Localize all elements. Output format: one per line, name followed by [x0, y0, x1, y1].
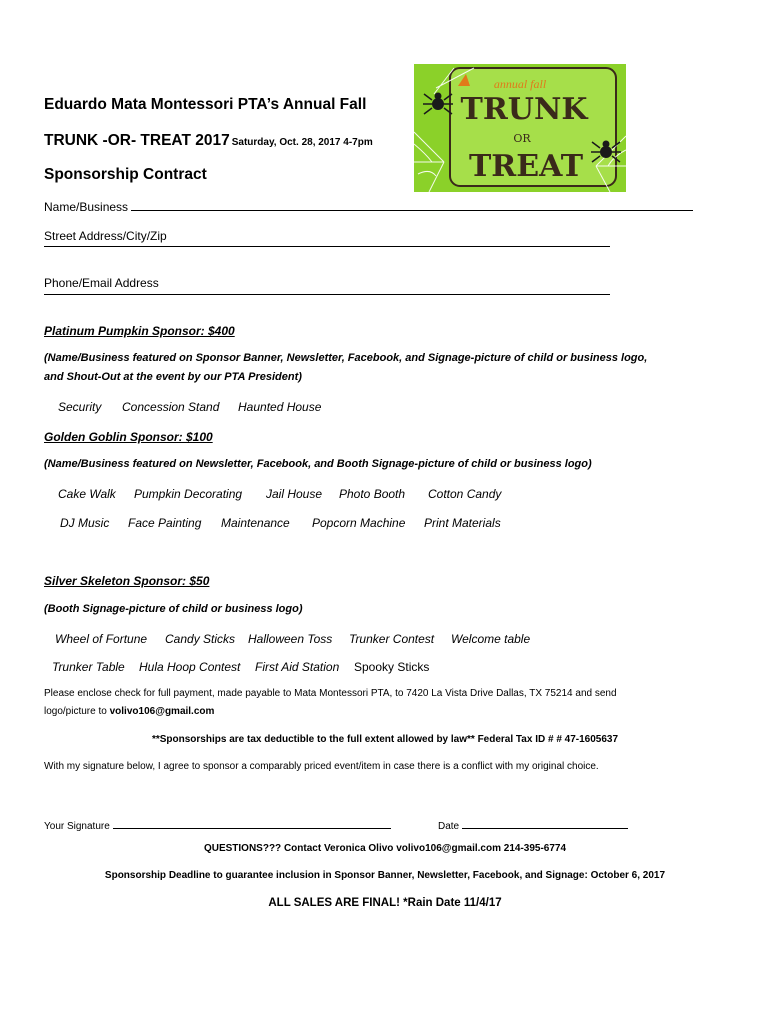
- name-field[interactable]: [44, 199, 693, 214]
- event-name: TRUNK -OR- TREAT 2017: [44, 132, 230, 149]
- logo-treat-text: TREAT: [468, 149, 584, 184]
- name-label: Name/Business: [44, 200, 129, 214]
- platinum-item: Haunted House: [238, 400, 322, 414]
- payment-prefix: logo/picture to: [44, 706, 110, 717]
- payment-line-1: Please enclose check for full payment, made payable to Mata Montessori PTA, to 7420 La Vista Drive Dallas, TX 75214 and send: [44, 688, 617, 699]
- golden-item: Print Materials: [424, 516, 501, 530]
- date-field[interactable]: [438, 817, 628, 832]
- silver-desc: (Booth Signage-picture of child or business logo): [44, 603, 303, 615]
- golden-item: Maintenance: [221, 516, 290, 530]
- final-line: ALL SALES ARE FINAL! *Rain Date 11/4/17: [268, 897, 502, 909]
- platinum-desc-1: (Name/Business featured on Sponsor Banner, Newsletter, Facebook, and Signage-picture of child or business logo,: [44, 352, 648, 364]
- date-line[interactable]: [462, 817, 628, 829]
- golden-heading: Golden Goblin Sponsor: $100: [44, 430, 213, 444]
- name-line[interactable]: [131, 199, 693, 211]
- payment-email[interactable]: volivo106@gmail.com: [109, 706, 215, 717]
- golden-item: Cake Walk: [58, 487, 116, 501]
- silver-heading: Silver Skeleton Sponsor: $50: [44, 574, 210, 588]
- golden-item: Popcorn Machine: [312, 516, 406, 530]
- deadline-line: Sponsorship Deadline to guarantee inclusion in Sponsor Banner, Newsletter, Facebook, and Signage: October 6, 2017: [104, 870, 666, 881]
- golden-item: DJ Music: [60, 516, 110, 530]
- phone-line[interactable]: [44, 294, 610, 295]
- golden-desc: (Name/Business featured on Newsletter, Facebook, and Booth Signage-picture of child or business logo): [44, 458, 592, 470]
- phone-label: Phone/Email Address: [44, 276, 159, 290]
- silver-item: Candy Sticks: [165, 632, 236, 646]
- address-line[interactable]: [44, 246, 610, 247]
- agreement-text: With my signature below, I agree to sponsor a comparably priced event/item in case there is a conflict with my original choice.: [44, 761, 599, 772]
- platinum-heading: Platinum Pumpkin Sponsor: $400: [44, 324, 235, 338]
- silver-item: Hula Hoop Contest: [139, 660, 241, 674]
- header-title: Eduardo Mata Montessori PTA’s Annual Fall: [44, 96, 367, 113]
- silver-item: Wheel of Fortune: [55, 632, 148, 646]
- golden-item: Cotton Candy: [428, 487, 502, 501]
- logo-top-text: annual fall: [493, 77, 547, 91]
- silver-item: Trunker Contest: [349, 632, 435, 646]
- tax-note: **Sponsorships are tax deductible to the full extent allowed by law** Federal Tax ID # # 47-1605637: [151, 734, 619, 745]
- payment-line-2: [44, 706, 214, 717]
- silver-item: Welcome table: [451, 632, 531, 646]
- logo-or-text: OR: [513, 132, 531, 145]
- platinum-desc-2: and Shout-Out at the event by our PTA President): [44, 371, 302, 383]
- silver-item: Spooky Sticks: [354, 660, 430, 674]
- address-label: Street Address/City/Zip: [44, 229, 167, 243]
- signature-field[interactable]: [44, 817, 391, 832]
- signature-label: Your Signature: [44, 821, 110, 832]
- date-label: Date: [438, 821, 460, 832]
- questions-line: QUESTIONS??? Contact Veronica Olivo volivo106@gmail.com 214-395-6774: [203, 843, 567, 854]
- golden-item: Photo Booth: [339, 487, 406, 501]
- platinum-item: Security: [58, 400, 102, 414]
- platinum-item: Concession Stand: [122, 400, 220, 414]
- event-date: Saturday, Oct. 28, 2017 4-7pm: [231, 137, 373, 148]
- silver-item: Trunker Table: [52, 660, 125, 674]
- golden-item: Face Painting: [128, 516, 202, 530]
- event-line: [44, 132, 373, 150]
- golden-item: Jail House: [266, 487, 323, 501]
- trunk-or-treat-logo: [414, 64, 626, 192]
- logo-trunk-text: TRUNK: [460, 92, 588, 127]
- golden-item: Pumpkin Decorating: [134, 487, 243, 501]
- contract-title: Sponsorship Contract: [44, 166, 207, 183]
- silver-item: First Aid Station: [255, 660, 340, 674]
- silver-item: Halloween Toss: [248, 632, 333, 646]
- signature-line[interactable]: [113, 817, 391, 829]
